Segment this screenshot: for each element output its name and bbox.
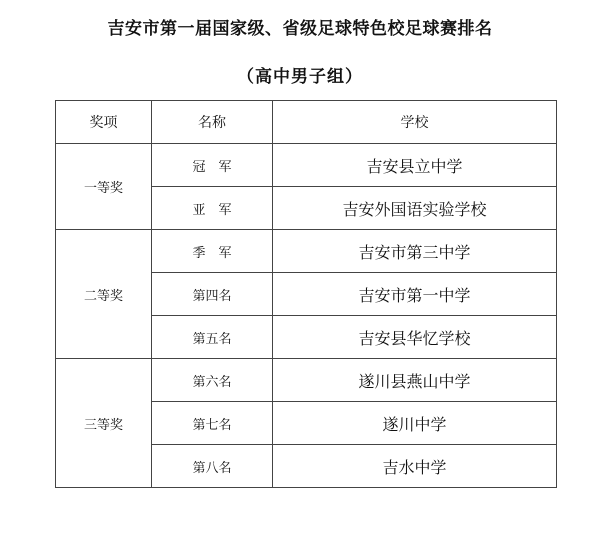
header-award: 奖项 xyxy=(56,101,152,144)
school-name-cell: 遂川中学 xyxy=(273,402,557,445)
school-name-cell: 吉安市第一中学 xyxy=(273,273,557,316)
rank-name-cell: 第四名 xyxy=(152,273,273,316)
header-school: 学校 xyxy=(273,101,557,144)
document-subtitle: （高中男子组） xyxy=(237,67,363,87)
school-name-cell: 吉安市第三中学 xyxy=(273,230,557,273)
award-second-prize: 二等奖 xyxy=(56,230,152,359)
rank-name-cell: 第八名 xyxy=(152,445,273,488)
header-name: 名称 xyxy=(152,101,273,144)
rank-name-cell: 第五名 xyxy=(152,316,273,359)
school-name-cell: 吉安县华忆学校 xyxy=(273,316,557,359)
award-third-prize: 三等奖 xyxy=(56,359,152,488)
rank-name-cell: 第六名 xyxy=(152,359,273,402)
table-row xyxy=(56,230,557,273)
table-header-row xyxy=(56,101,557,144)
award-first-prize: 一等奖 xyxy=(56,144,152,230)
ranking-table xyxy=(55,100,557,488)
school-name-cell: 遂川县燕山中学 xyxy=(273,359,557,402)
school-name-cell: 吉水中学 xyxy=(273,445,557,488)
rank-name-cell: 冠 军 xyxy=(152,144,273,187)
school-name-cell: 吉安外国语实验学校 xyxy=(273,187,557,230)
rank-name-cell: 季 军 xyxy=(152,230,273,273)
document-title: 吉安市第一届国家级、省级足球特色校足球赛排名 xyxy=(107,19,493,39)
rank-name-cell: 第七名 xyxy=(152,402,273,445)
table-row xyxy=(56,359,557,402)
school-name-cell: 吉安县立中学 xyxy=(273,144,557,187)
rank-name-cell: 亚 军 xyxy=(152,187,273,230)
table-row xyxy=(56,144,557,187)
